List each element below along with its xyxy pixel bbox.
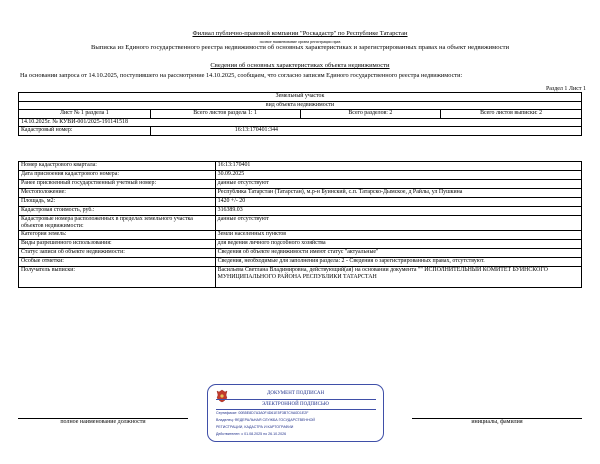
row-value: Васильева Светлана Владимировна, действующий(ая) на основании документа "" ИСПОЛНИТЕЛЬНЫЙ КОМИТЕТ БУИНСКОГО МУНИЦИПАЛЬНОГО РАЙОНА РЕСПУБЛИКИ ТАТАРСТАН bbox=[215, 267, 581, 288]
row-value: 30.09.2025 bbox=[215, 171, 581, 180]
date-number: 14.10.2025г. № КУВИ-001/2025-191141518 bbox=[19, 118, 582, 127]
row-value: данные отсутствуют bbox=[215, 216, 581, 231]
row-label: Виды разрешенного использования: bbox=[19, 240, 216, 249]
organization-name: Филиал публично-правовой компании "Роскадастр" по Республике Татарстан bbox=[192, 30, 408, 37]
organization-note: полное наименование органа регистрации прав bbox=[259, 39, 341, 44]
table-row bbox=[19, 162, 582, 171]
sheet-number: Лист № 1 раздела 1 bbox=[19, 110, 151, 119]
row-label: Особые отметки: bbox=[19, 258, 216, 267]
row-label: Кадастровая стоимость, руб.: bbox=[19, 207, 216, 216]
row-label: Площадь, м2: bbox=[19, 198, 216, 207]
object-type-note: вид объекта недвижимости bbox=[19, 101, 582, 110]
object-type: Земельный участок bbox=[19, 93, 582, 102]
table-row bbox=[19, 207, 582, 216]
table-row bbox=[19, 249, 582, 258]
stamp-owner: Владелец: ФЕДЕРАЛЬНАЯ СЛУЖБА ГОСУДАРСТВЕННОЙ bbox=[216, 418, 315, 422]
signature-name-label: инициалы, фамилия bbox=[471, 419, 523, 425]
sheets-in-section: Всего листов раздела 1: 1 bbox=[150, 110, 300, 119]
row-value: 1420 +/- 20 bbox=[215, 198, 581, 207]
table-row bbox=[19, 171, 582, 180]
row-value: Сведения, необходимые для заполнения раздела: 2 - Сведения о зарегистрированных правах, отсутствуют. bbox=[215, 258, 581, 267]
document-title: Выписка из Единого государственного реестра недвижимости об основных характеристиках и зарегистрированных правах на объект недвижимости bbox=[90, 44, 510, 51]
characteristics-table bbox=[18, 161, 582, 288]
row-label: Статус записи об объекте недвижимости: bbox=[19, 249, 216, 258]
table-row bbox=[19, 198, 582, 207]
row-label: Местоположение: bbox=[19, 189, 216, 198]
stamp-title: ДОКУМЕНТ ПОДПИСАН bbox=[266, 391, 325, 396]
row-label: Номер кадастрового квартала: bbox=[19, 162, 216, 171]
row-value: данные отсутствуют bbox=[215, 180, 581, 189]
cadastral-label: Кадастровый номер: bbox=[19, 127, 151, 136]
document-subtitle: Сведения об основных характеристиках объекта недвижимости bbox=[210, 62, 390, 69]
header-info-table bbox=[18, 92, 582, 136]
row-label: Получатель выписки: bbox=[19, 267, 216, 288]
table-row bbox=[19, 231, 582, 240]
signature-position-label: полное наименование должности bbox=[60, 419, 146, 425]
stamp-owner-2: РЕГИСТРАЦИИ, КАДАСТРА И КАРТОГРАФИИ bbox=[216, 425, 294, 429]
table-row bbox=[19, 258, 582, 267]
table-row bbox=[19, 240, 582, 249]
electronic-signature-stamp bbox=[207, 384, 384, 442]
sheets-total: Всего листов выписки: 2 bbox=[441, 110, 582, 119]
table-row bbox=[19, 180, 582, 189]
row-value: Сведения об объекте недвижимости имеют статус "актуальные" bbox=[215, 249, 581, 258]
stamp-divider bbox=[216, 399, 376, 400]
stamp-validity: Действителен: с 01.08.2025 по 26.10.2026 bbox=[216, 432, 287, 436]
stamp-subtitle: ЭЛЕКТРОННОЙ ПОДПИСЬЮ bbox=[262, 402, 329, 407]
stamp-certificate: Сертификат: 00B5E8D7A3A0F4D61E5F3B7C9A0D1E2F bbox=[216, 411, 309, 415]
section-label: Раздел 1 Лист 1 bbox=[545, 86, 586, 92]
row-label: Категория земель: bbox=[19, 231, 216, 240]
row-value: 316389.03 bbox=[215, 207, 581, 216]
table-row bbox=[19, 216, 582, 231]
intro-text: На основании запроса от 14.10.2025, поступившего на рассмотрение 14.10.2025, сообщаем, что согласно записям Единого государственного реестра недвижимости: bbox=[20, 72, 463, 79]
row-label: Ранее присвоенный государственный учетный номер: bbox=[19, 180, 216, 189]
sections-total: Всего разделов: 2 bbox=[300, 110, 441, 119]
stamp-divider bbox=[216, 409, 376, 410]
row-value: для ведения личного подсобного хозяйства bbox=[215, 240, 581, 249]
row-value: Земли населенных пунктов bbox=[215, 231, 581, 240]
cadastral-value: 16:13:170401:344 bbox=[150, 127, 581, 136]
row-label: Дата присвоения кадастрового номера: bbox=[19, 171, 216, 180]
row-value: 16:13:170401 bbox=[215, 162, 581, 171]
table-row bbox=[19, 267, 582, 288]
row-value: Республика Татарстан (Татарстан), м.р-н Буинский, с.п. Татарско-Дымское, д Райлы, ул Пушкина bbox=[215, 189, 581, 198]
row-label: Кадастровые номера расположенных в пределах земельного участка объектов недвижимости: bbox=[19, 216, 216, 231]
table-row bbox=[19, 189, 582, 198]
